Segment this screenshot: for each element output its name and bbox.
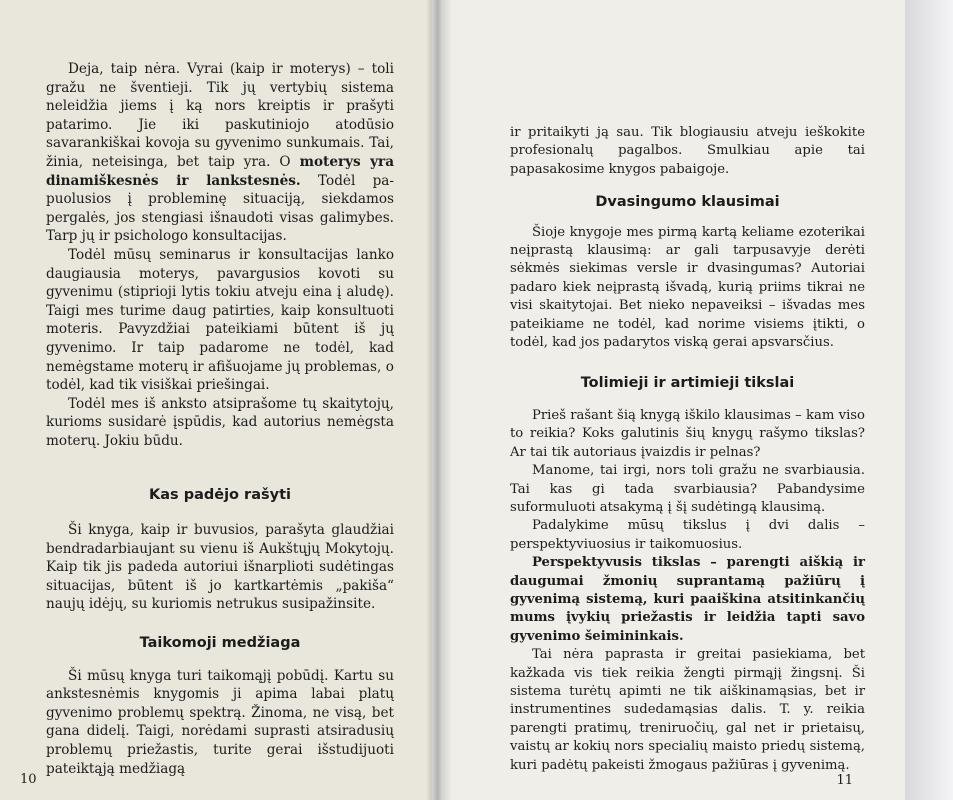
left-paragraph-1-end: Todėl pa-puolusios į probleminę situaciją, siekdamos pergalės, jos stengiasi išnaudoti visas galimybes. Tarp jų ir psichologo konsultacijas. (46, 172, 395, 245)
right-paragraph-2: Šioje knygoje mes pirmą kartą keliame ezoterikai neįprastą klausimą: ar gali tarpusavyje derėti sėkmės siekimas versle ir dvasingumas? Autoriai padaro kiek neįprastą išvadą, kurią priims tikrai ne visi skaitytojai. Bet nieko nepaveiksi – išvadas mes pateikiame ne todėl, kad norime visiems įtikti, o todėl, kad jos padarytos viską gerai apsvarsčius. (510, 224, 865, 351)
heading-tolimieji-ir-artimieji-tikslai: Tolimieji ir artimieji tikslai (580, 375, 795, 392)
right-page (436, 0, 905, 800)
right-paragraph-6-bold: Perspektyvusis tikslas – parengti aiškią ir daugumai žmonių suprantamą pažiūrų į gyvenimą sistemą, kuri paaiškina atsitinkančių mums įvykių priežastis ir leidžia tapti savo gyvenimo šeimininkais. (510, 555, 865, 644)
right-page-number: 11 (836, 772, 853, 788)
heading-dvasingumo-klausimai: Dvasingumo klausimai (595, 194, 780, 211)
left-page-number: 10 (20, 772, 37, 788)
left-paragraph-1-bold: moterys yra dinamiškesnės ir lankstesnės. (46, 153, 395, 189)
right-paragraph-5: Padalykime mūsų tikslus į dvi dalis – perspektyviuosius ir taikomuosius. (510, 518, 865, 552)
heading-taikomoji-medziaga: Taikomoji medžiaga (139, 635, 301, 652)
heading-kas-padejo-rasyti: Kas padėjo rašyti (149, 487, 291, 504)
left-paragraph-1-text: Deja, taip nėra. Vyrai (kaip ir moterys) – toli gražu ne šventieji. Tik jų vertybių sistema neleidžia jiems į ką nors kreiptis ir prašyti patarimo. Jie iki paskutiniojo atodūsio savarankiškai kovoja su gyvenimo sunkumais. Tai, žinia, neteisinga, bet taip yra. O (46, 61, 394, 170)
book-gutter (426, 0, 452, 800)
right-paragraph-3: Prieš rašant šią knygą iškilo klausimas – kam viso to reikia? Koks galutinis šių knygų rašymo tikslas? Ar tai tik autoriaus įvaizdis ir pelnas? (510, 407, 865, 460)
right-paragraph-7: Tai nėra paprasta ir greitai pasiekiama, bet kažkada vis tiek reikia žengti pirmąjį žingsnį. Ši sistema turėtų apimti ne tik aiškinamąsias, bet ir instrumentines sudedamąsias dalis. T. y. reikia parengti pratimų, treniruočių, gal net ir prietaisų, vaistų ar kokių nors specialių maisto priedų sistemą, kuri padėtų pakeisti žmogaus pažiūras į gyvenimą. (510, 647, 865, 773)
left-paragraph-4: Ši knyga, kaip ir buvusios, parašyta glaudžiai bendradarbiaujant su vienu iš Aukštųjų Mokytojų. Kaip tik jis padeda autoriui išnarplioti sudėtingas situacijas, būtent iš jo kartkartėmis „pakiša“ naujų idėjų, su kuriomis netrukus susipažinsite. (46, 522, 394, 613)
left-paragraph-1 (46, 60, 394, 246)
right-paragraph-4: Manome, tai irgi, nors toli gražu ne svarbiausia. Tai kas gi tada svarbiausia? Pabandysime suformuluoti atsakymą į šį sudėtingą klausimą. (510, 463, 865, 515)
left-paragraph-3: Todėl mes iš anksto atsiprašome tų skaitytojų, kurioms susidarė įspūdis, kad autorius nemėgsta moterų. Jokiu būdu. (46, 395, 394, 449)
right-paragraph-1: ir pritaikyti ją sau. Tik blogiausiu atveju ieškokite profesionalų pagalbos. Smulkiau apie tai papasakosime knygos pabaigoje. (510, 125, 865, 177)
background-edge (905, 0, 953, 800)
left-page (0, 0, 432, 800)
left-paragraph-2: Todėl mūsų seminarus ir konsultacijas lanko daugiausia moterys, pavargusios kovoti su gyvenimu (stiprioji lytis tokiu atveju eina į aludę). Taigi mes turime daug patirties, kaip konsultuoti moteris. Pavyzdžiai pateikiami būtent iš jų gyvenimo. Ir taip padarome ne todėl, kad nemėgstame moterų ir afišuojame jų problemas, o todėl, kad tik visiškai priešingai. (46, 246, 394, 394)
left-paragraph-5: Ši mūsų knyga turi taikomąjį pobūdį. Kartu su ankstesnėmis knygomis ji apima labai platų gyvenimo problemų spektrą. Žinoma, ne visą, bet gana didelį. Taigi, norėdami suprasti atsiradusių problemų priežastis, turite gerai išstudijuoti pateiktąją medžiagą (46, 667, 394, 777)
